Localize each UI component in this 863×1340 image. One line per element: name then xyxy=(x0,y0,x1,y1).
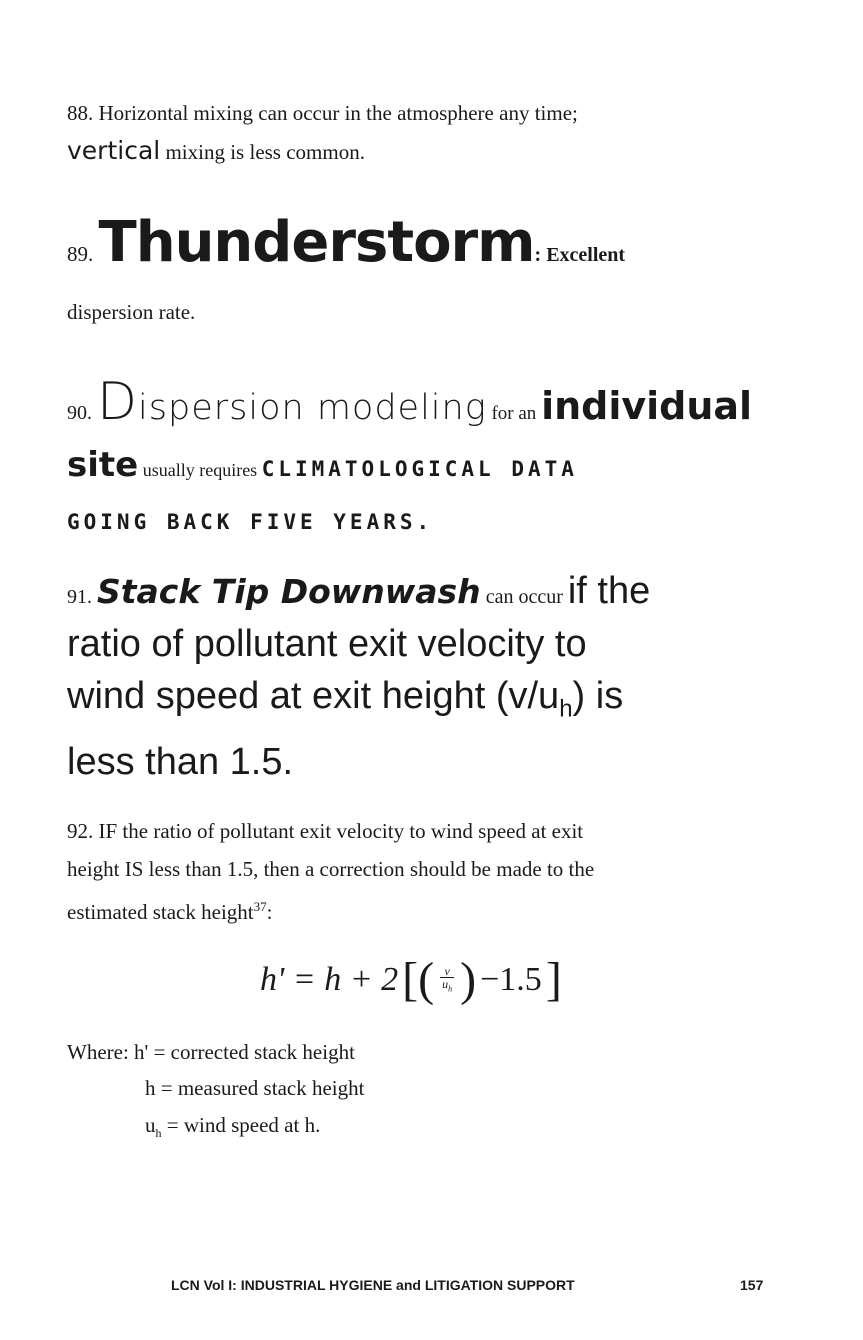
formula-frac-den: u xyxy=(442,976,449,991)
page-number: 157 xyxy=(740,1277,764,1293)
formula-open-bracket: [( xyxy=(402,953,435,1006)
formula-frac-num: v xyxy=(444,963,450,978)
formula-close-bracket: ] xyxy=(545,953,562,1006)
formula-fraction xyxy=(440,965,454,995)
correction-formula xyxy=(260,953,562,1006)
formula-tail: −1.5 xyxy=(480,961,542,998)
item-90-site: site xyxy=(67,445,139,485)
formula-close-paren: ) xyxy=(460,953,477,1006)
item-90-small2: usually requires xyxy=(138,460,262,480)
item-91-small: can occur xyxy=(480,586,568,608)
item-90-clim1: CLIMATOLOGICAL DATA xyxy=(261,457,578,481)
item-92-line2: height IS less than 1.5, then a correction should be made to the xyxy=(67,857,595,881)
definition-uh xyxy=(145,1113,320,1141)
item-90-number: 90. xyxy=(67,402,97,424)
item-89-rest: : Excellent xyxy=(534,244,626,266)
item-88-line2: mixing is less common. xyxy=(160,140,365,164)
item-91-line3-sub: h xyxy=(559,695,573,723)
item-92-colon: : xyxy=(266,900,273,924)
item-89-number: 89. xyxy=(67,242,99,266)
item-89 xyxy=(67,210,803,275)
item-90-individual: individual xyxy=(541,384,753,428)
definition-uh-symbol: u xyxy=(145,1113,156,1137)
definition-h: h = measured stack height xyxy=(145,1076,365,1100)
item-90 xyxy=(67,372,803,445)
item-89-title: Thunderstorm xyxy=(98,210,535,275)
formula-frac-den-sub: h xyxy=(448,984,453,994)
item-90-title-text: ispersion modeling xyxy=(138,388,487,428)
item-92-line1: 92. IF the ratio of pollutant exit velocity to wind speed at exit xyxy=(67,819,584,843)
item-90-cont xyxy=(67,440,803,550)
item-92 xyxy=(67,812,803,931)
item-88-line1: 88. Horizontal mixing can occur in the atmosphere any time; xyxy=(67,101,578,125)
item-91-cont xyxy=(67,618,803,788)
item-88 xyxy=(67,94,803,171)
item-91-line3b: ) is xyxy=(572,675,624,717)
item-92-footnote-ref: 37 xyxy=(253,899,267,914)
definition-uh-text: = wind speed at h. xyxy=(161,1113,321,1137)
item-91-number: 91. xyxy=(67,586,97,608)
definition-h-prime: Where: h' = corrected stack height xyxy=(67,1040,355,1064)
item-91 xyxy=(67,566,803,624)
item-91-line2: ratio of pollutant exit velocity to xyxy=(67,623,587,665)
item-91-line3a: wind speed at exit height (v/u xyxy=(67,675,560,717)
formula-lhs: h' = h + 2 xyxy=(260,961,399,998)
item-90-small1: for an xyxy=(486,403,542,424)
item-88-vertical: vertical xyxy=(67,136,161,165)
running-footer: LCN Vol I: INDUSTRIAL HYGIENE and LITIGATION SUPPORT xyxy=(171,1277,575,1293)
item-90-clim2: GOING BACK FIVE YEARS. xyxy=(67,510,434,534)
item-90-title xyxy=(97,372,487,432)
item-92-line3: estimated stack height xyxy=(67,900,254,924)
item-91-title: Stack Tip Downwash xyxy=(97,572,481,611)
item-90-cap: D xyxy=(97,372,139,432)
item-91-rest: if the xyxy=(567,570,651,612)
item-91-line4: less than 1.5. xyxy=(67,740,294,783)
item-89-line2: dispersion rate. xyxy=(67,300,196,324)
definition-uh-sub: h xyxy=(155,1126,162,1141)
